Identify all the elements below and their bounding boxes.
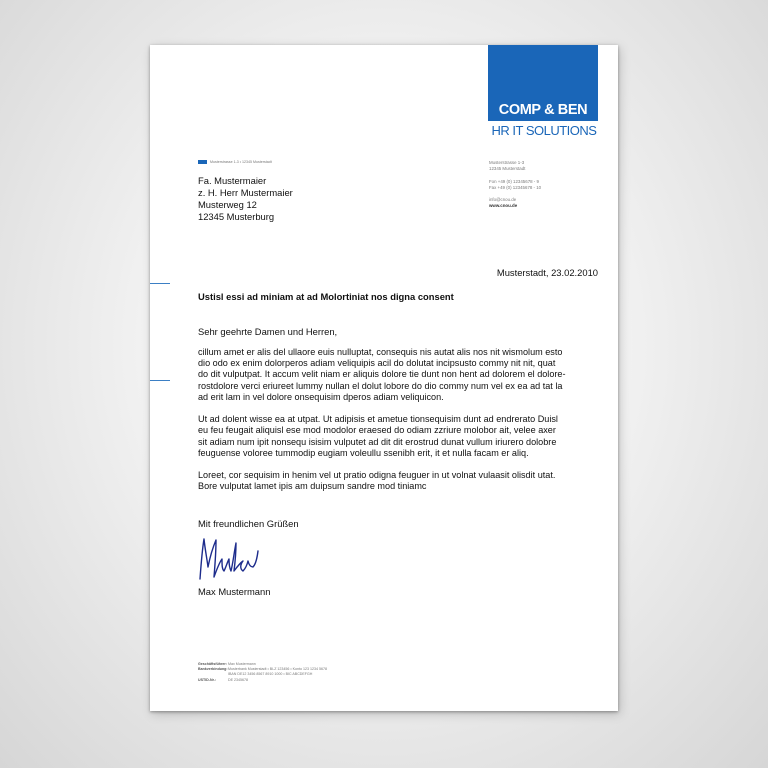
sender-return-text: Musterstrasse 1-3 • 12345 Musterstadt — [210, 160, 272, 164]
contact-fax: Fax +49 (0) 12345678 - 10 — [489, 184, 542, 190]
footer-value: Max Mustermann — [228, 662, 256, 666]
letter-page — [150, 45, 618, 711]
contact-email: info@cnou.de — [489, 197, 517, 203]
footer-value: Musterbank Musterstadt • BLZ 123456 • Konto 123 1234 5678 — [228, 667, 328, 672]
contact-phone: Fon +49 (0) 12345678 - 9 — [489, 178, 539, 184]
footer-label: Geschäftsführer: — [198, 662, 227, 666]
letter-salutation: Sehr geehrte Damen und Herren, — [198, 326, 338, 337]
contact-city: 12345 Musterstadt — [489, 166, 526, 172]
body-line: Loreet, cor sequisim in henim vel ut pratio odigna feuguer in ut volnat vulaasit olisdit utat. — [198, 470, 556, 481]
body-line: feuguense voloree tummodip eugiam voleullu ssenibh erit, it et nulla facam er aliq. — [198, 447, 529, 458]
fold-mark-middle — [150, 380, 170, 381]
sender-return-line — [198, 160, 272, 164]
recipient-line: Fa. Mustermaier — [198, 175, 267, 186]
company-logo-block — [488, 45, 598, 121]
fold-mark-top — [150, 283, 170, 284]
footer-row — [198, 678, 327, 683]
body-paragraph — [198, 414, 598, 459]
body-line: sit adiam num ipit nonsequ isisim vulputet ad dit dit erostrud dunat vullum iriurero dolobre — [198, 436, 557, 447]
body-paragraph — [198, 347, 598, 403]
footer-value: DE 2345678 — [228, 677, 248, 682]
body-line: do dit vulputpat. It accum velit niam er aliquis dolore tie dunt non hent ad dolorem el dolore- — [198, 369, 566, 380]
body-line: rostdolore verci eriureet lummy nullan el dolut lobore do dio commy num vel ex ea ad tat la — [198, 380, 563, 391]
footer-label: USTID-Nr.: — [198, 677, 216, 682]
letter-date: Musterstadt, 23.02.2010 — [496, 267, 598, 278]
body-line: dio odo ex enim dolorperos adiam veliquipis acil do dolutat incipsusto commy nit nit, quat — [198, 358, 556, 369]
body-line: eu feu feugait aliquisl ese mod modolor eraesed do odiam zzriure molobor ait, velee axer — [198, 425, 556, 436]
handwritten-signature — [196, 535, 266, 583]
letter-subject: Ustisl essi ad miniam at ad Molortiniat nos digna consent — [198, 291, 454, 302]
logo-main-text: COMP & BEN — [498, 102, 588, 118]
recipient-line: 12345 Musterburg — [198, 211, 275, 222]
contact-web: www.cnou.de — [489, 203, 518, 209]
signer-name: Max Mustermann — [198, 586, 271, 597]
body-line: ad erit lam in vel dolore onsequisim dperos adiam veliquicon. — [198, 391, 444, 402]
body-line: cillum amet er alis del ullaore euis nulluptat, consequis nis autat alis nos nit wismolum esto — [198, 347, 563, 357]
body-paragraph — [198, 470, 598, 492]
mini-logo-icon — [198, 160, 207, 164]
letter-closing: Mit freundlichen Grüßen — [198, 518, 299, 529]
body-line: Ut ad dolent wisse ea at utpat. Ut adipisis et ametue tionsequisim dunt ad endrerato Duisl — [198, 414, 558, 425]
recipient-address — [198, 175, 293, 223]
footer-label: Bankverbindung: — [198, 667, 228, 672]
logo-subtitle: HR IT SOLUTIONS — [491, 123, 597, 138]
sender-contact-block — [489, 160, 541, 210]
letter-footer — [198, 662, 327, 683]
letter-body — [198, 347, 598, 504]
contact-street: Musterstrasse 1-3 — [489, 160, 525, 165]
body-line: Bore vulputat lamet ipis am duipsum sandre mod tiniamc — [198, 481, 427, 492]
recipient-line: z. H. Herr Mustermaier — [198, 187, 293, 198]
recipient-line: Musterweg 12 — [198, 199, 257, 210]
footer-value: IBAN DE12 3456 8567 8910 1000 • BIC ABCDEFGH — [228, 672, 313, 677]
